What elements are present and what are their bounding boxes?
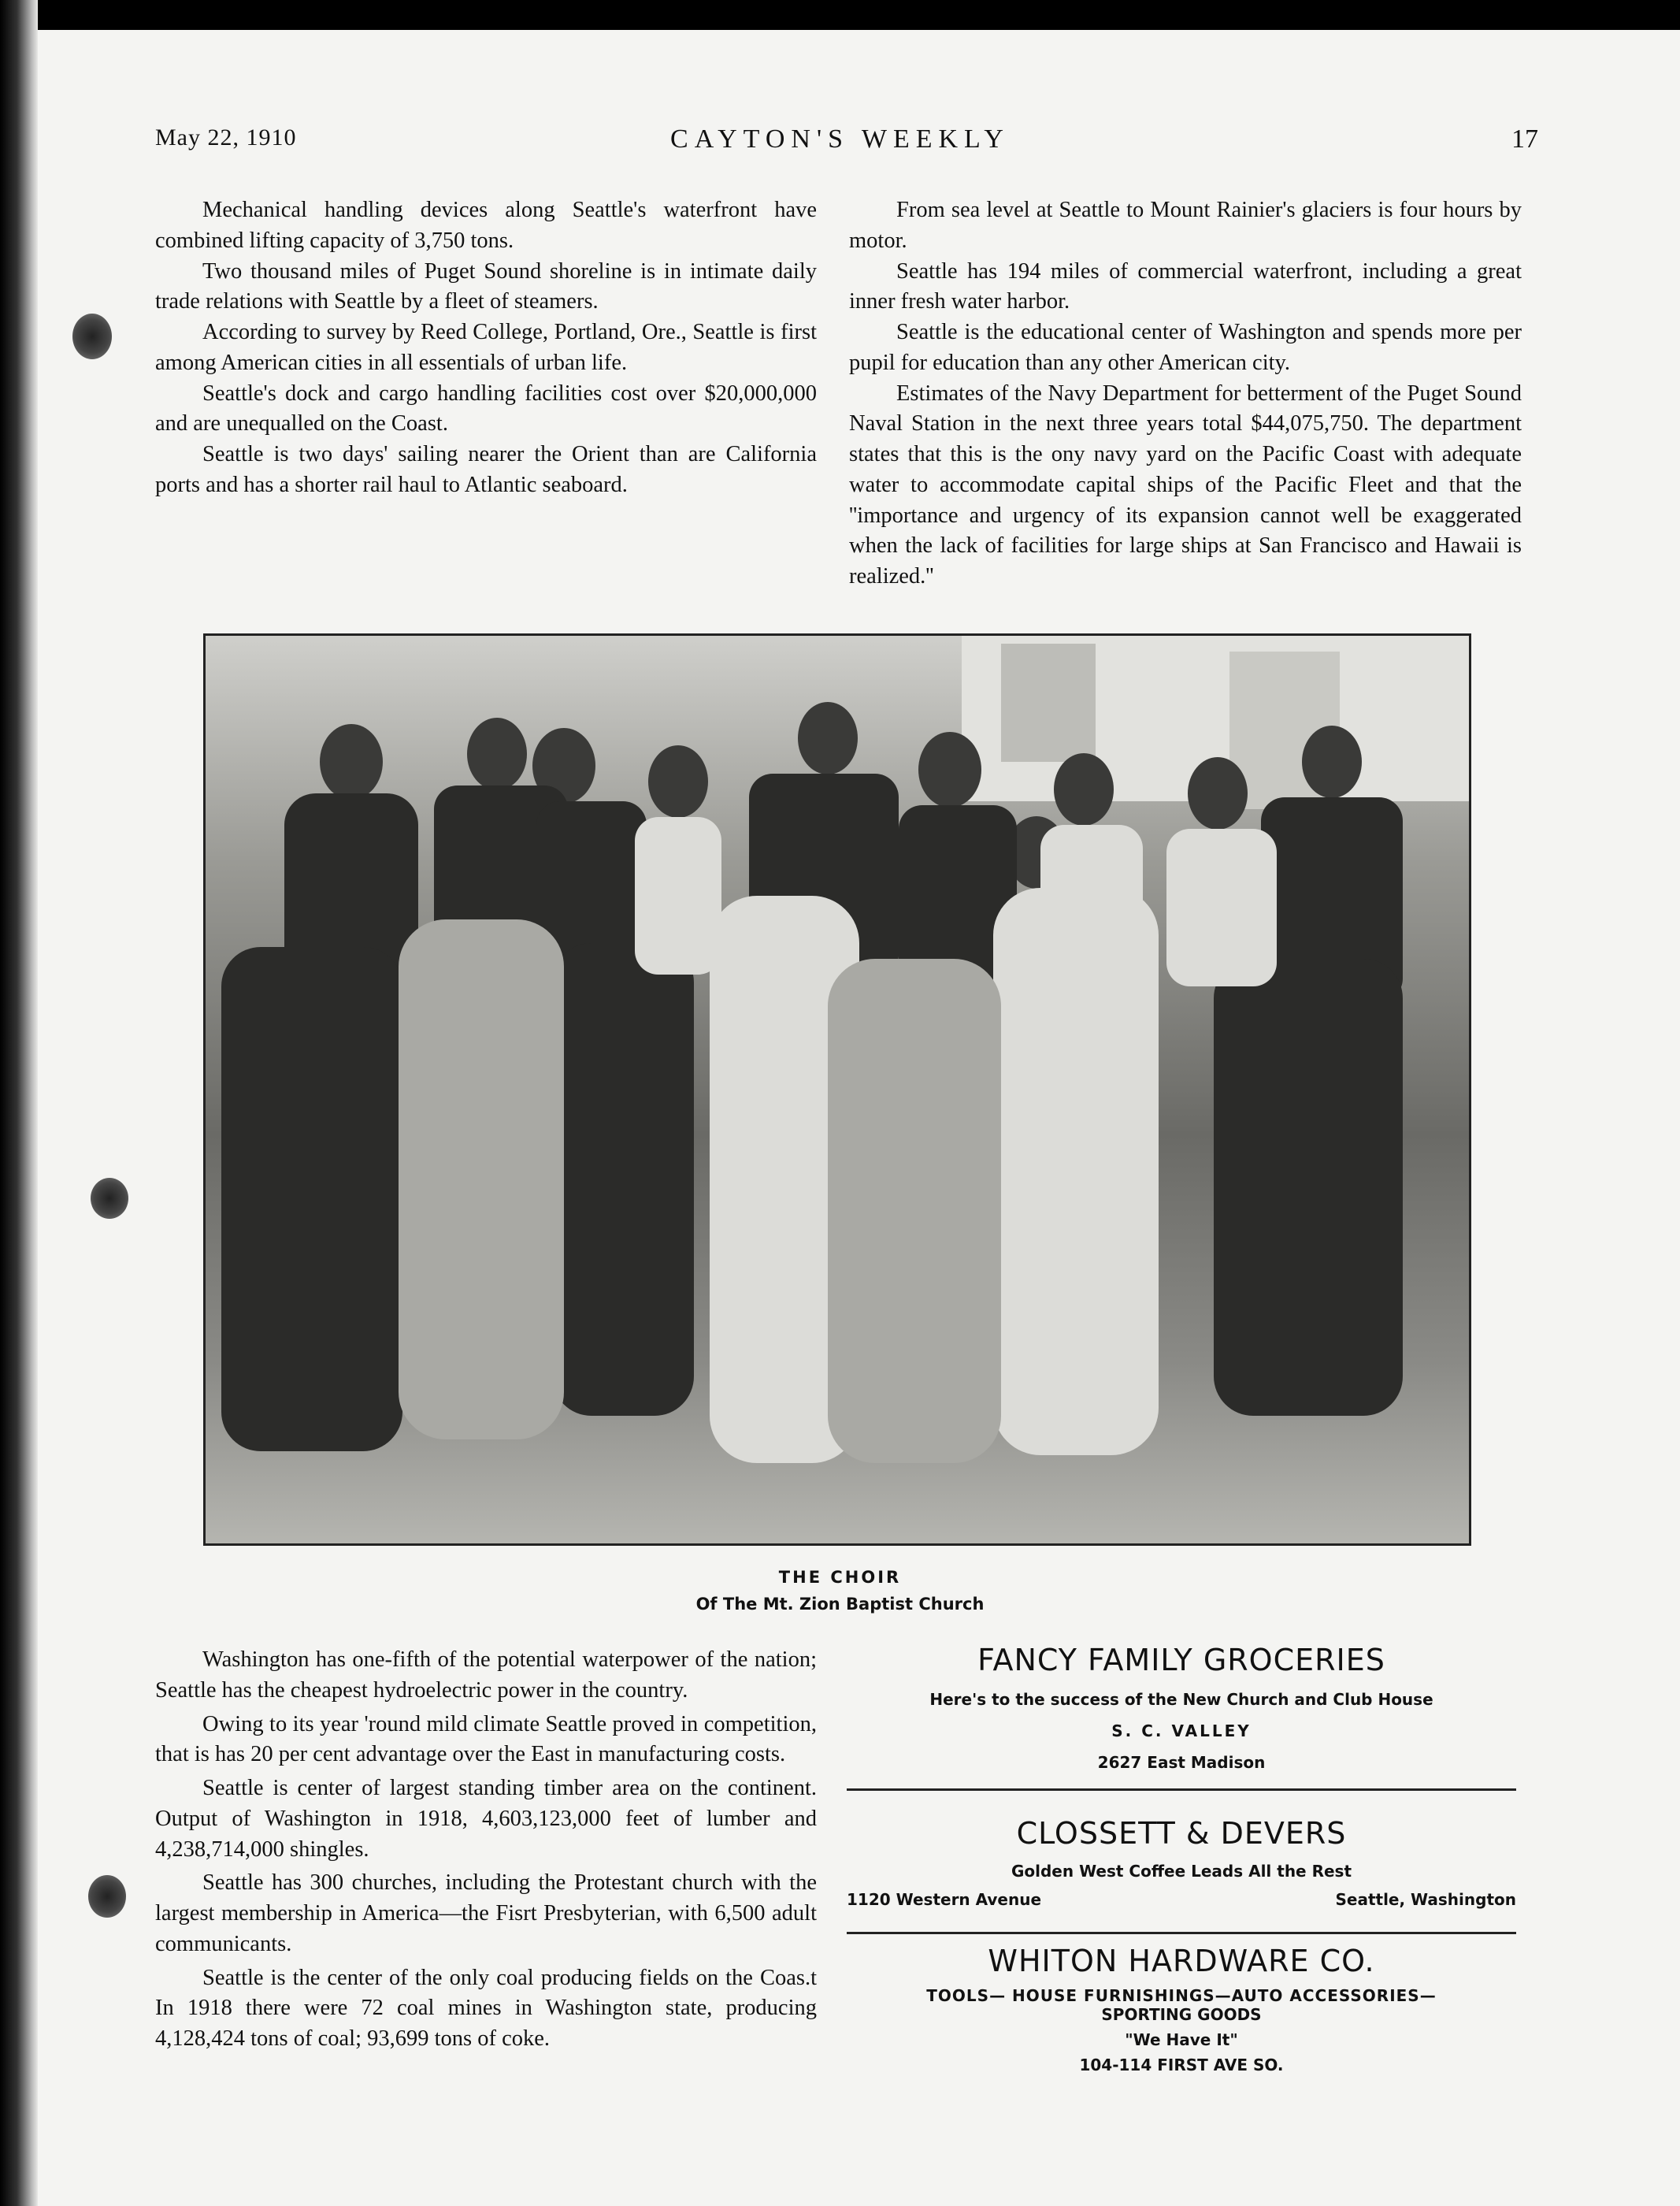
paragraph: Seattle is the educational center of Washington and spends more per pupil for education than any other American city.	[849, 320, 1522, 375]
punch-hole-top	[72, 314, 112, 359]
paragraph: Washington has one-fifth of the potential waterpower of the nation; Seattle has the cheapest hydroelectric power in the country.	[155, 1647, 817, 1703]
paragraph: Seattle has 194 miles of commercial waterfront, including a great inner fresh water harbor.	[849, 258, 1522, 314]
page-number: 17	[1511, 124, 1538, 154]
ad-address: 1120 Western Avenue	[847, 1890, 1042, 1909]
punch-hole-middle	[91, 1178, 128, 1219]
paragraph: Two thousand miles of Puget Sound shoreline is in intimate daily trade relations with Seattle by a fleet of steamers.	[155, 258, 817, 314]
choir-photograph	[203, 633, 1471, 1546]
paragraph: Seattle's dock and cargo handling facilities cost over $20,000,000 and are unequalled on the Coast.	[155, 381, 817, 436]
ad-title: CLOSSETT & DEVERS	[1016, 1816, 1347, 1851]
punch-hole-bottom	[88, 1875, 126, 1918]
article-column-bottom-left	[155, 1645, 817, 2058]
photo-caption-title: THE CHOIR	[778, 1568, 902, 1587]
issue-date: May 22, 1910	[155, 124, 297, 150]
paragraph: Seattle is the center of the only coal producing fields on the Coas.t In 1918 there were 72 coal mines in Washington state, producing 4,128,424 tons of coal; 93,699 tons of coke.	[155, 1965, 817, 2051]
ad-products: TOOLS— HOUSE FURNISHINGS—AUTO ACCESSORIES—	[926, 1986, 1437, 2005]
photo-caption-subtitle: Of The Mt. Zion Baptist Church	[695, 1595, 985, 1614]
paragraph: Seattle is center of largest standing timber area on the continent. Output of Washington in 1918, 4,603,123,000 feet of lumber and 4,238,714,000 shingles.	[155, 1776, 817, 1862]
article-column-top-left	[155, 195, 817, 501]
ad-clossett-devers	[847, 1816, 1516, 1909]
choir-photo-illustration	[206, 636, 1469, 1543]
ad-address: 2627 East Madison	[1097, 1753, 1266, 1772]
paragraph: Estimates of the Navy Department for betterment of the Puget Sound Naval Station in the next three years total $44,075,750. The department states that this is the ony navy yard on the Pacific Coast with adequate water to accommodate capital ships of the Pacific Fleet and that the ''importance and urgency of its expansion cannot well be exaggerated when the lack of facilities for large ships at San Francisco and Hawaii is realized.''	[849, 381, 1522, 589]
paragraph: From sea level at Seattle to Mount Rainier's glaciers is four hours by motor.	[849, 198, 1522, 253]
ad-title: FANCY FAMILY GROCERIES	[977, 1643, 1385, 1677]
ad-address-row	[847, 1890, 1516, 1909]
paragraph: According to survey by Reed College, Portland, Ore., Seattle is first among American cities in all essentials of urban life.	[155, 320, 817, 375]
ad-tagline: Here's to the success of the New Church and Club House	[929, 1690, 1433, 1709]
ad-city: Seattle, Washington	[1335, 1890, 1516, 1909]
ad-products-continued: SPORTING GOODS	[1101, 2005, 1262, 2024]
ad-proprietor: S. C. VALLEY	[1111, 1721, 1252, 1740]
ad-address: 104-114 FIRST AVE SO.	[1079, 2056, 1284, 2074]
ad-slogan: "We Have It"	[1125, 2030, 1238, 2049]
masthead-title: CAYTON'S WEEKLY	[670, 124, 1010, 154]
ad-fancy-family-groceries	[847, 1643, 1516, 1772]
ad-divider	[847, 1788, 1516, 1791]
ad-whiton-hardware	[847, 1944, 1516, 2074]
ad-tagline: Golden West Coffee Leads All the Rest	[1011, 1862, 1352, 1881]
paragraph: Mechanical handling devices along Seattle's waterfront have combined lifting capacity of 3,750 tons.	[155, 198, 817, 253]
paragraph: Seattle has 300 churches, including the Protestant church with the largest membership in America—the Fisrt Presbyterian, with 6,500 adult communicants.	[155, 1870, 817, 1956]
ad-divider	[847, 1932, 1516, 1934]
page-binding-edge	[0, 0, 38, 2206]
paragraph: Seattle is two days' sailing nearer the Orient than are California ports and has a shorter rail haul to Atlantic seaboard.	[155, 442, 817, 497]
ad-title: WHITON HARDWARE CO.	[988, 1944, 1375, 1978]
article-column-top-right	[849, 195, 1522, 592]
paragraph: Owing to its year 'round mild climate Seattle proved in competition, that is has 20 per cent advantage over the East in manufacturing costs.	[155, 1711, 817, 1767]
